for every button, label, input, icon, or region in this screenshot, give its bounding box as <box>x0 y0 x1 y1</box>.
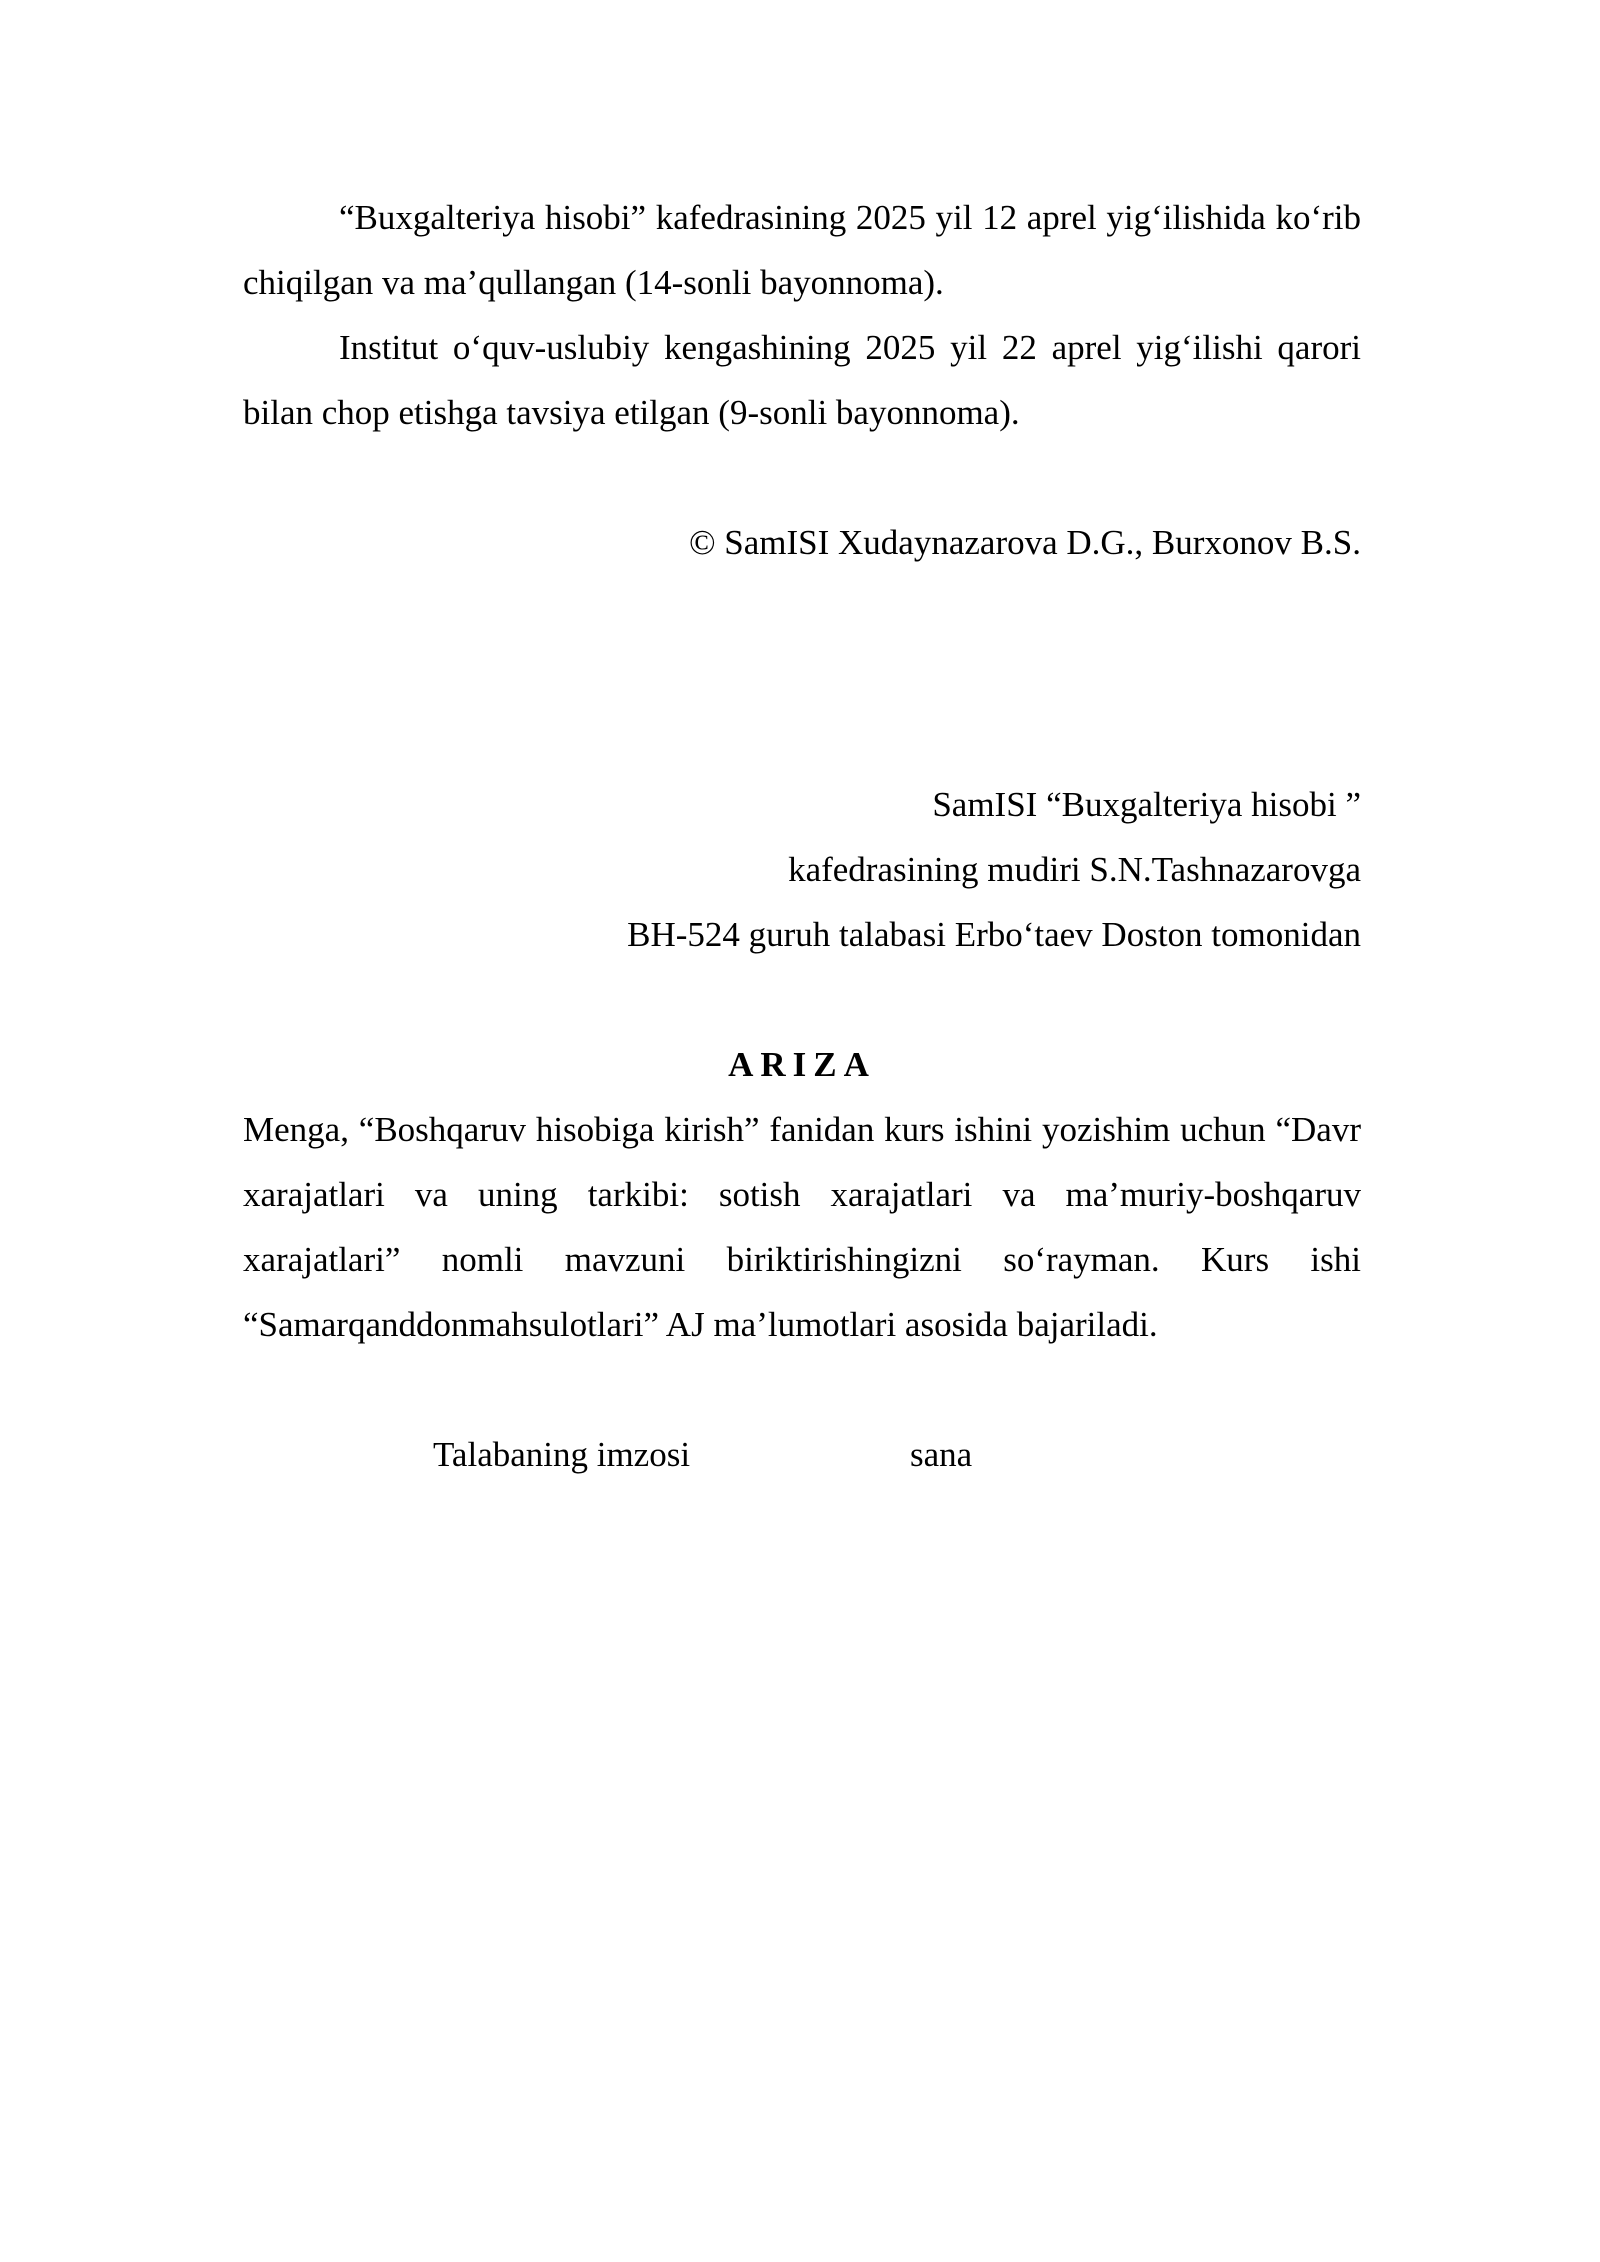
addressee-block <box>627 772 1361 967</box>
addressee-department-line: SamISI “Buxgalteriya hisobi ” <box>932 785 1361 824</box>
date-label: sana <box>910 1435 973 1474</box>
addressee-head-line: kafedrasining mudiri S.N.Tashnazarovga <box>788 850 1361 889</box>
application-body <box>243 1097 1361 1357</box>
council-recommendation-paragraph: Institut o‘quv-uslubiy kengashining 2025 yil 22 aprel yig‘ilishi qarori bilan chop etishga tavsiya etilgan (9-sonli bayonnoma). <box>243 328 1361 432</box>
approval-note <box>243 185 1361 445</box>
document-title: ARIZA <box>728 1045 876 1084</box>
application-body-paragraph: Menga, “Boshqaruv hisobiga kirish” fanidan kurs ishini yozishim uchun “Davr xarajatlari va uning tarkibi: sotish xarajatlari va ma’muriy-boshqaruv xarajatlari” nomli mavzuni biriktirishingizni so‘rayman. Kurs ishi “Samarqanddonmahsulotlari” AJ ma’lumotlari asosida bajariladi. <box>243 1110 1361 1344</box>
student-signature-label: Talabaning imzosi <box>433 1435 691 1474</box>
copyright-line: © SamISI Xudaynazarova D.G., Burxonov B.S. <box>688 523 1361 562</box>
department-approval-paragraph: “Buxgalteriya hisobi” kafedrasining 2025 yil 12 aprel yig‘ilishida ko‘rib chiqilgan va ma’qullangan (14-sonli bayonnoma). <box>243 198 1361 302</box>
addressee-sender-line: BH-524 guruh talabasi Erbo‘taev Doston tomonidan <box>627 915 1361 954</box>
